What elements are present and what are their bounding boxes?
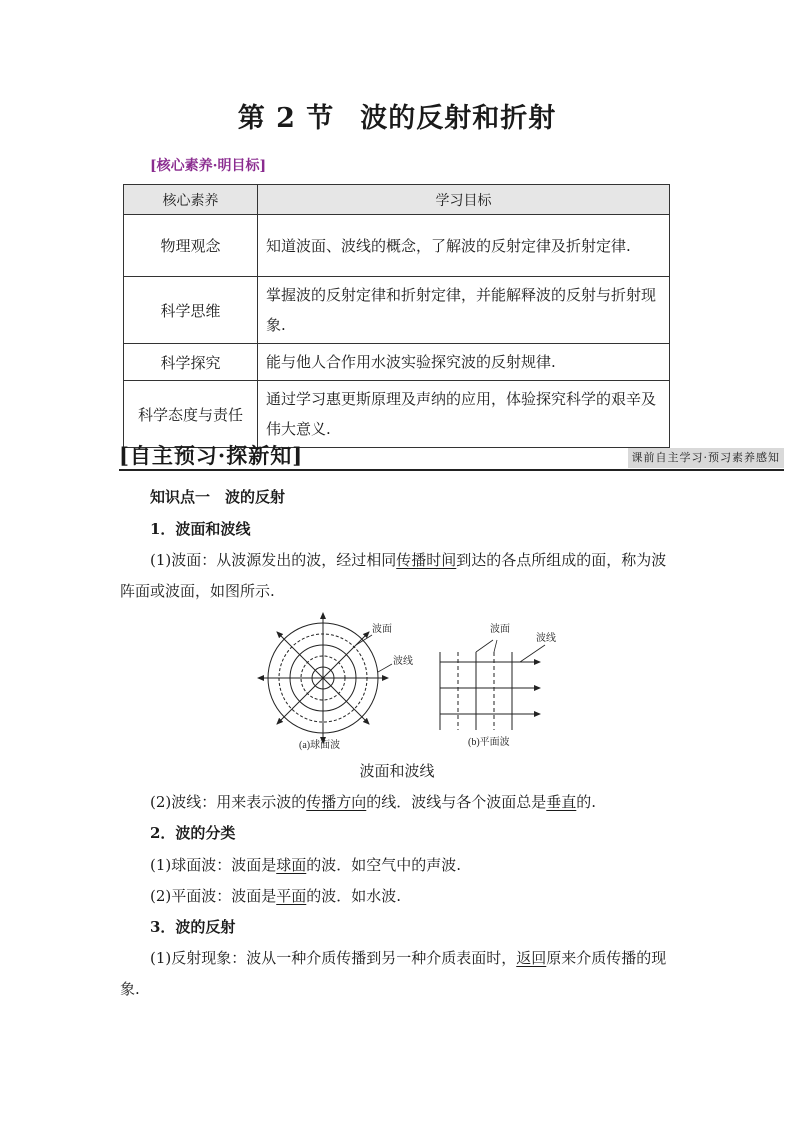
- label-b-ray: 波线: [536, 633, 556, 644]
- text-segment: 的波．如空气中的声波.: [306, 856, 462, 874]
- paragraph-reflection: [120, 943, 680, 1005]
- text-segment: 到达的各点所组成的面，称为波阵面或波面，如图所示.: [120, 551, 667, 600]
- banner-title: [自主预习·探新知]: [119, 443, 304, 468]
- goal-cell: 掌握波的反射定律和折射定律，并能解释波的反射与折射现象.: [258, 277, 670, 344]
- figure-labels: [299, 622, 556, 751]
- text-segment: (2)平面波：波面是: [150, 887, 277, 905]
- text-segment: 的波．如水波.: [306, 887, 402, 905]
- figure-caption: 波面和波线: [359, 762, 435, 780]
- label-a-wavefront: 波面: [372, 624, 392, 635]
- text-segment: (1)波面：从波源发出的波，经过相同: [150, 551, 397, 569]
- text-segment: 的线．波线与各个波面总是: [366, 793, 547, 811]
- core-literacy-tag: [核心素养·明目标]: [150, 158, 267, 174]
- underlined-term: 垂直: [546, 793, 577, 811]
- text-segment: (2)波线：用来表示波的: [150, 793, 307, 811]
- caption-a: (a)球面波: [299, 740, 341, 751]
- paragraph-ray: [150, 787, 596, 818]
- text-segment: 的.: [576, 793, 597, 811]
- label-a-ray: 波线: [393, 656, 413, 667]
- section-number: 第 2 节: [237, 103, 335, 134]
- header-literacy: 核心素养: [124, 185, 258, 215]
- subheading-classification: 2．波的分类: [150, 824, 236, 842]
- goal-cell: 能与他人合作用水波实验探究波的反射规律.: [258, 344, 670, 381]
- literacy-cell: 物理观念: [124, 215, 258, 277]
- plane-wave-diagram: [440, 640, 545, 730]
- underlined-term: 传播时间: [396, 551, 457, 569]
- paragraph-spherical: [150, 850, 461, 881]
- paragraph-plane: [150, 881, 401, 912]
- literacy-cell: 科学探究: [124, 344, 258, 381]
- banner-tag: 课前自主学习·预习素养感知: [628, 448, 785, 468]
- underlined-term: 球面: [276, 856, 307, 874]
- subheading-reflection: 3．波的反射: [150, 918, 236, 936]
- text-segment: (1)球面波：波面是: [150, 856, 277, 874]
- caption-b: (b)平面波: [468, 737, 510, 748]
- underlined-term: 返回: [516, 949, 547, 967]
- literacy-cell: 科学态度与责任: [124, 381, 258, 448]
- section-name: 波的反射和折射: [360, 103, 557, 134]
- text-segment: (1)反射现象：波从一种介质传播到另一种介质表面时，: [150, 949, 517, 967]
- literacy-cell: 科学思维: [124, 277, 258, 344]
- underlined-term: 传播方向: [306, 793, 367, 811]
- underlined-term: 平面: [276, 887, 307, 905]
- header-goal: 学习目标: [258, 185, 670, 215]
- goal-cell: 知道波面、波线的概念，了解波的反射定律及折射定律.: [258, 215, 670, 277]
- goal-cell: 通过学习惠更斯原理及声纳的应用，体验探究科学的艰辛及伟大意义.: [258, 381, 670, 448]
- knowledge-point-heading: 知识点一 波的反射: [150, 488, 286, 506]
- text-segment: 原来介质传播的现象.: [120, 949, 667, 998]
- subheading-wavefront: 1．波面和波线: [150, 520, 251, 538]
- label-b-wavefront: 波面: [490, 624, 510, 635]
